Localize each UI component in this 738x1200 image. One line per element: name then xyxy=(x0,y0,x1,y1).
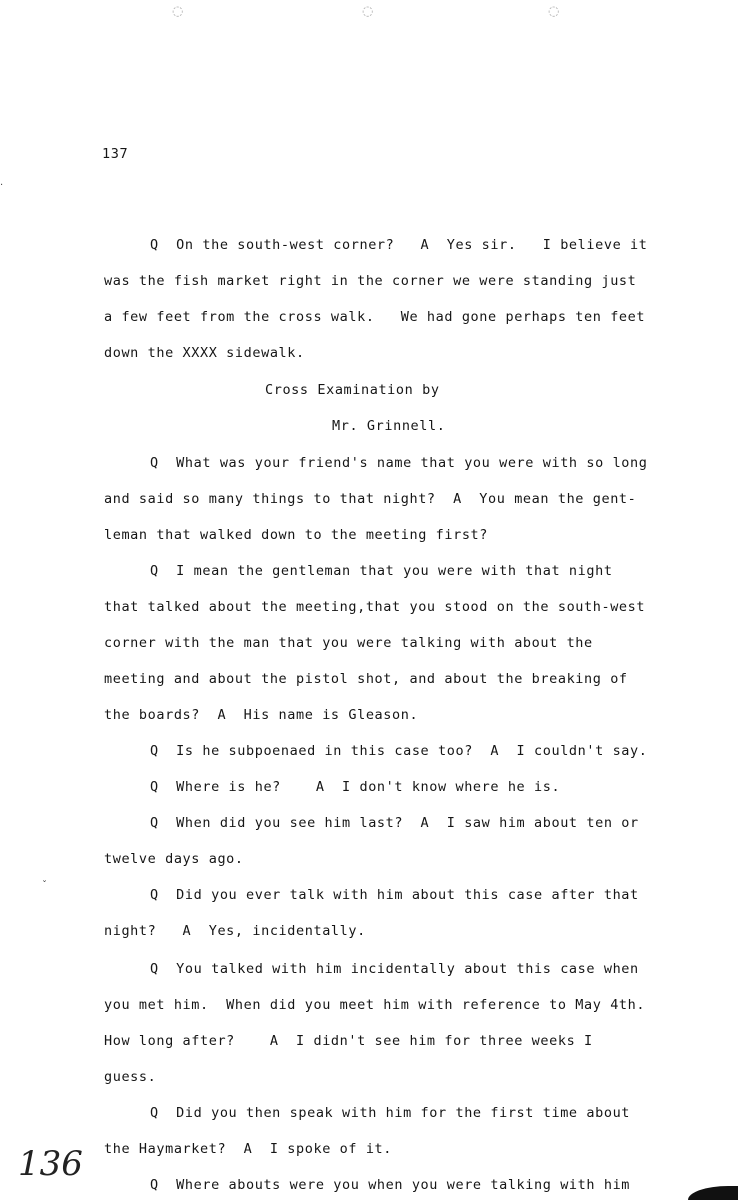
transcript-line: Q When did you see him last? A I saw him about ten or xyxy=(150,815,639,831)
transcript-line: Q I mean the gentleman that you were with that night xyxy=(150,563,613,579)
transcript-line: that talked about the meeting,that you stood on the south-west xyxy=(104,599,646,615)
transcript-line: Q Did you then speak with him for the first time about xyxy=(150,1105,631,1121)
punch-mark: ◌ xyxy=(548,4,560,19)
transcript-line: Q Did you ever talk with him about this case after that xyxy=(150,887,639,903)
transcript-line: you met him. When did you meet him with reference to May 4th. xyxy=(104,997,646,1013)
transcript-line: corner with the man that you were talking with about the xyxy=(104,635,593,651)
transcript-line: the boards? A His name is Gleason. xyxy=(104,707,419,723)
edge-mark: · xyxy=(0,180,4,191)
transcript-line: Q Where abouts were you when you were talking with him xyxy=(150,1177,631,1193)
transcript-line: Cross Examination by xyxy=(265,382,440,398)
transcript-line: How long after? A I didn't see him for three weeks I xyxy=(104,1033,593,1049)
punch-mark: ◌ xyxy=(172,4,184,19)
transcript-line: twelve days ago. xyxy=(104,851,244,867)
handwritten-page-number: 136 xyxy=(18,1144,83,1184)
edge-mark: ˇ xyxy=(42,880,47,891)
ink-blot xyxy=(688,1186,738,1200)
page-number: 137 xyxy=(102,146,129,162)
transcript-line: a few feet from the cross walk. We had gone perhaps ten feet xyxy=(104,309,646,325)
transcript-line: Q You talked with him incidentally about this case when xyxy=(150,961,639,977)
transcript-line: night? A Yes, incidentally. xyxy=(104,923,366,939)
transcript-line: guess. xyxy=(104,1069,157,1085)
transcript-line: down the XXXX sidewalk. xyxy=(104,345,305,361)
transcript-line: Q Where is he? A I don't know where he is. xyxy=(150,779,561,795)
transcript-line: the Haymarket? A I spoke of it. xyxy=(104,1141,393,1157)
transcript-line: and said so many things to that night? A You mean the gent- xyxy=(104,491,637,507)
transcript-line: Q What was your friend's name that you were with so long xyxy=(150,455,648,471)
transcript-line: Q On the south-west corner? A Yes sir. I believe it xyxy=(150,237,648,253)
transcript-line: leman that walked down to the meeting first? xyxy=(104,527,489,543)
transcript-line: was the fish market right in the corner we were standing just xyxy=(104,273,637,289)
transcript-line: Q Is he subpoenaed in this case too? A I couldn't say. xyxy=(150,743,648,759)
punch-mark: ◌ xyxy=(362,4,374,19)
transcript-line: meeting and about the pistol shot, and about the breaking of xyxy=(104,671,628,687)
transcript-line: Mr. Grinnell. xyxy=(332,418,446,434)
